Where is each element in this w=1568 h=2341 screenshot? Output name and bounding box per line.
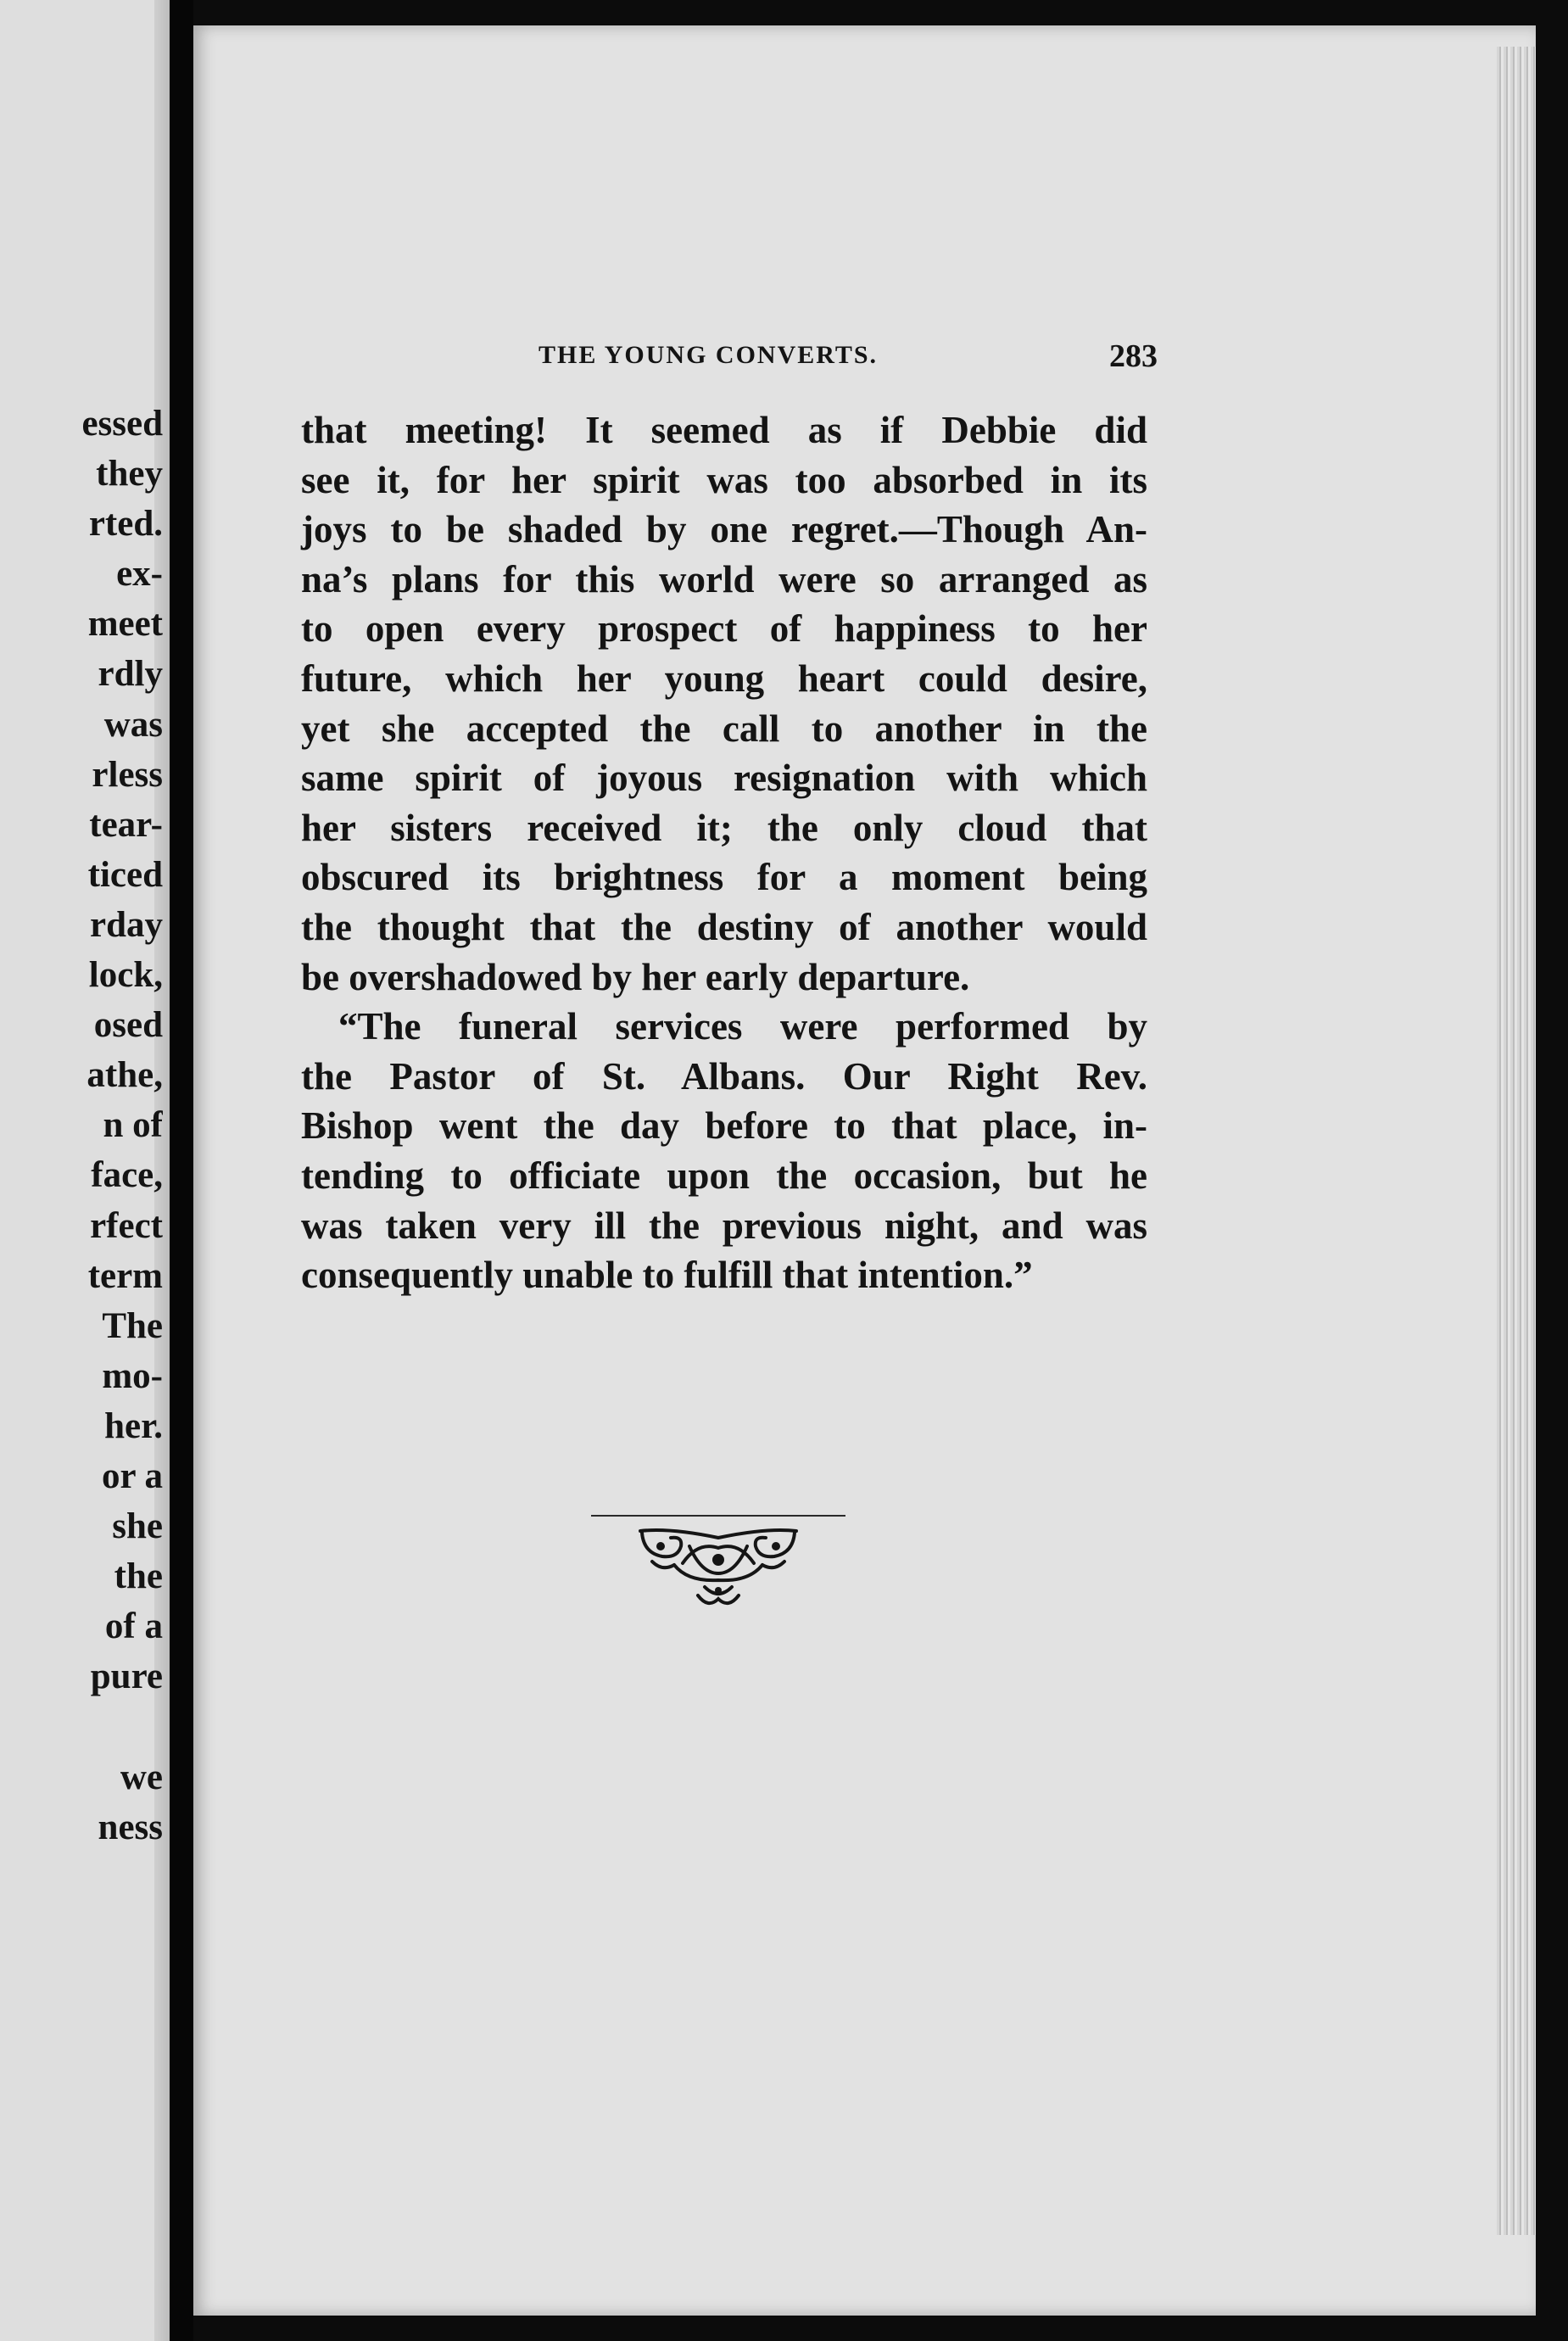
page-edge-stack [1497,47,1536,2235]
running-head [538,338,1158,380]
left-fragment-line: rless [92,754,163,795]
text-line: yet she accepted the call to another in the [301,707,1147,750]
text-line: to open every prospect of happiness to her [301,607,1147,651]
left-fragment-line: she [112,1506,163,1547]
left-fragment-line: mo- [102,1355,163,1396]
text-line: joys to be shaded by one regret.—Though An- [301,508,1147,551]
body-text [301,405,1147,1300]
left-fragment-line: athe, [86,1055,163,1096]
text-line: see it, for her spirit was too absorbed in its [301,458,1147,501]
text-line: that meeting! It seemed as if Debbie did [301,409,1147,451]
floral-tailpiece-icon [589,1512,848,1618]
text-line: future, which her young heart could desire, [301,656,1147,700]
text-line: the thought that the destiny of another would [301,905,1147,948]
text-line: obscured its brightness for a moment being [301,856,1147,899]
left-fragment-line: rted. [88,504,163,545]
text-line: the Pastor of St. Albans. Our Right Rev. [301,1054,1147,1098]
left-fragment-line: ness [98,1807,163,1847]
text-line: “The funeral services were performed by [338,1005,1147,1048]
running-title: THE YOUNG CONVERTS. [538,341,879,369]
left-page-text-fragments [0,399,163,1852]
left-fragment-line: pure [90,1657,163,1697]
book-gutter [170,0,193,2341]
left-fragment-line: essed [81,404,163,444]
left-fragment-line: term [87,1255,163,1296]
text-line: her sisters received it; the only cloud that [301,806,1147,849]
left-fragment-line: meet [87,604,163,645]
left-fragment-line: n of [103,1105,163,1146]
left-fragment-line: tear- [89,804,163,845]
facing-page-left [0,0,170,2341]
left-fragment-line: they [96,454,163,494]
text-line: Bishop went the day before to that place, in- [301,1104,1147,1148]
text-line: same spirit of joyous resignation with which [301,757,1147,800]
text-line: consequently unable to fulfill that intention.” [301,1254,1033,1297]
left-fragment-line [0,1701,163,1752]
left-fragment-line: ex- [116,554,163,595]
page-number: 283 [1109,338,1158,374]
text-line: was taken very ill the previous night, and was [301,1204,1147,1247]
left-fragment-line: we [120,1757,163,1797]
left-fragment-line: rdly [98,654,163,695]
tailpiece-svg [589,1512,848,1618]
text-line: tending to officiate upon the occasion, but he [301,1154,1147,1197]
left-fragment-line: face, [91,1155,163,1196]
left-fragment-line: was [103,704,163,745]
text-line: na’s plans for this world were so arranged as [301,557,1147,601]
left-fragment-line: lock, [88,955,163,996]
text-line: be overshadowed by her early departure. [301,955,970,998]
left-fragment-line: or a [101,1455,163,1496]
left-fragment-line: ticed [87,854,163,895]
left-fragment-line: rfect [90,1205,163,1246]
left-fragment-line: The [102,1305,163,1346]
left-fragment-line: her. [104,1405,163,1446]
left-fragment-line: rday [90,904,163,945]
left-fragment-line: the [114,1556,163,1597]
left-fragment-line: osed [93,1005,163,1046]
left-fragment-line: of a [104,1606,163,1647]
